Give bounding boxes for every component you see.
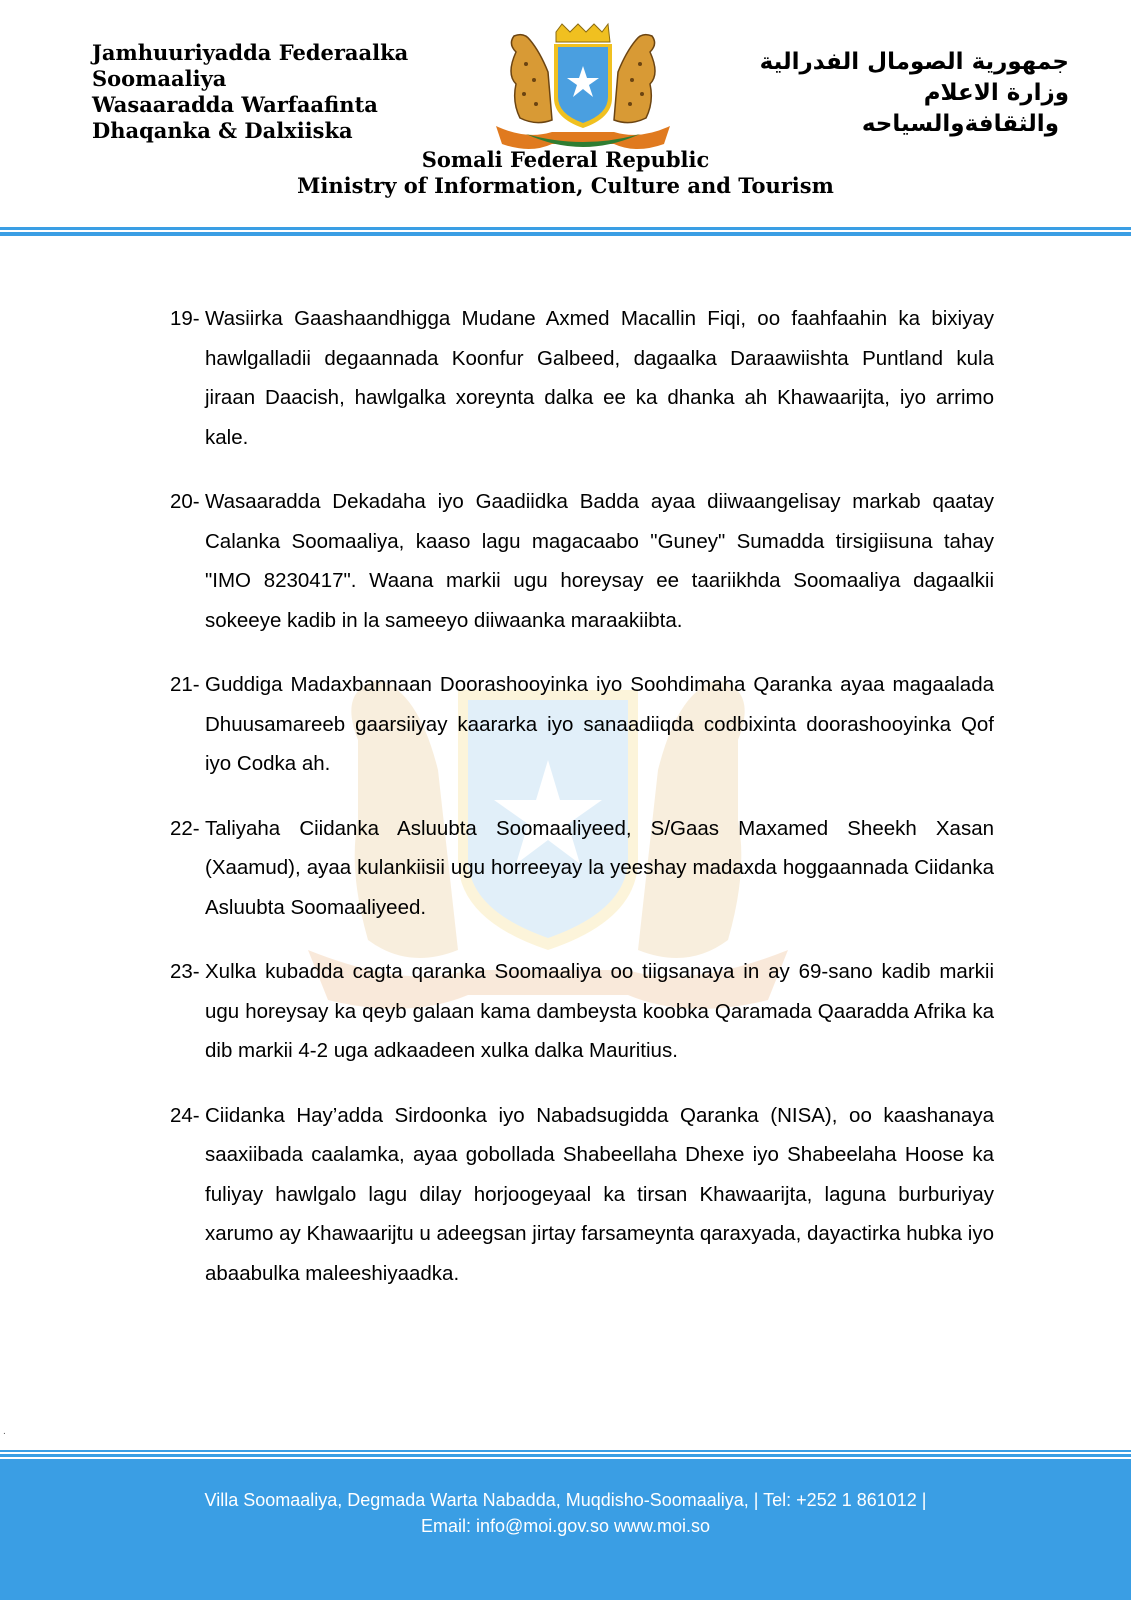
item-text: Wasiirka Gaashaandhigga Mudane Axmed Macallin Fiqi, oo faahfaahin ka bixiyay hawlgalladii degaannada Koonfur Galbeed, dagaalka Daraawiishta Puntland kula jiraan Daacish, hawlgalka xoreynta dalka ee ka dhanka ah Khawaarijta, iyo arrimo kale.	[205, 307, 994, 449]
footer-contact: Email: info@moi.gov.so www.moi.so	[420, 1516, 711, 1536]
header-center-line: Ministry of Information, Culture and Tourism	[297, 173, 834, 198]
item-text: Taliyaha Ciidanka Asluubta Soomaaliyeed, S/Gaas Maxamed Sheekh Xasan (Xaamud), ayaa kulankiisii ugu horreeyay la yeeshay madaxda hoggaannada Ciidanka Asluubta Soomaaliyeed.	[205, 816, 994, 919]
list-item	[170, 482, 994, 640]
header-left-line: Jamhuuriyadda Federaalka	[92, 40, 409, 65]
item-number: 19-	[170, 307, 200, 330]
header-divider	[0, 232, 1131, 236]
item-number: 24-	[170, 1103, 200, 1127]
item-text: Xulka kubadda cagta qaranka Soomaaliya oo tiigsanaya in ay 69-sano kadib markii ugu horeysay ka qeyb galaan kama dambeysta koobka Qaramada Qaaradda Afrika ka dib markii 4-2 uga adkaadeen xulka dalka Mauritius.	[205, 960, 994, 1062]
item-number: 21-	[170, 673, 200, 696]
item-number: 23-	[170, 960, 200, 983]
header-center-english	[0, 147, 1131, 199]
footer-address: Villa Soomaaliya, Degmada Warta Nabadda, Muqdisho-Soomaaliya, | Tel: +252 1 861012 |	[204, 1490, 927, 1510]
footer-divider	[0, 1454, 1131, 1457]
item-text: Guddiga Madaxbannaan Doorashooyinka iyo Soohdimaha Qaranka ayaa magaalada Dhuusamareeb gaarsiiyay kaararka iyo sanaadiiqda codbixinta doorashooyinka Qof iyo Codka ah.	[205, 673, 994, 775]
header-right-line: وزارة الاعلام	[923, 80, 1069, 106]
list-item	[170, 665, 994, 784]
header-left-line: Dhaqanka & Dalxiiska	[92, 118, 353, 143]
header-center-line: Somali Federal Republic	[421, 147, 710, 172]
list-item	[170, 952, 994, 1071]
item-number: 22-	[170, 816, 200, 840]
stray-mark: .	[3, 1426, 6, 1437]
header-left-line: Soomaaliya	[92, 66, 227, 91]
list-item	[170, 299, 994, 457]
list-item	[170, 809, 994, 928]
news-item-list	[170, 299, 994, 1318]
header-right-line: والثقافةوالسياحه	[861, 111, 1059, 137]
header-divider	[0, 227, 1131, 230]
item-number: 20-	[170, 490, 200, 513]
list-item	[170, 1096, 994, 1294]
item-text: Ciidanka Hay’adda Sirdoonka iyo Nabadsugidda Qaranka (NISA), oo kaashanaya saaxiibada caalamka, ayaa gobollada Shabeellaha Dhexe iyo Shabeelaha Hoose ka fuliyay hawlgalo lagu dilay horjoogeyaal ka tirsan Khawaarijta, laguna burburiyay xarumo ay Khawaarijtu u adeegsan jirtay farsameynta qaraxyada, dayactirka hubka iyo abaabulka maleeshiyaadka.	[205, 1103, 994, 1285]
header-left-line: Wasaaradda Warfaafinta	[92, 92, 378, 117]
header-left-somali	[92, 40, 452, 144]
header-right-line: جمهورية الصومال الفدرالية	[759, 49, 1069, 75]
footer-bar	[0, 1459, 1131, 1600]
somalia-coat-of-arms-icon	[486, 22, 680, 162]
footer-divider	[0, 1450, 1131, 1452]
header-right-arabic	[739, 47, 1069, 140]
item-text: Wasaaradda Dekadaha iyo Gaadiidka Badda ayaa diiwaangelisay markab qaatay Calanka Soomaaliya, kaaso lagu magacaabo "Guney" Sumadda tirsigiisuna tahay "IMO 8230417". Waana markii ugu horeysay ee taariikhda Soomaaliya dagaalkii sokeeye kadib in la sameeyo diiwaanka maraakiibta.	[205, 490, 994, 632]
